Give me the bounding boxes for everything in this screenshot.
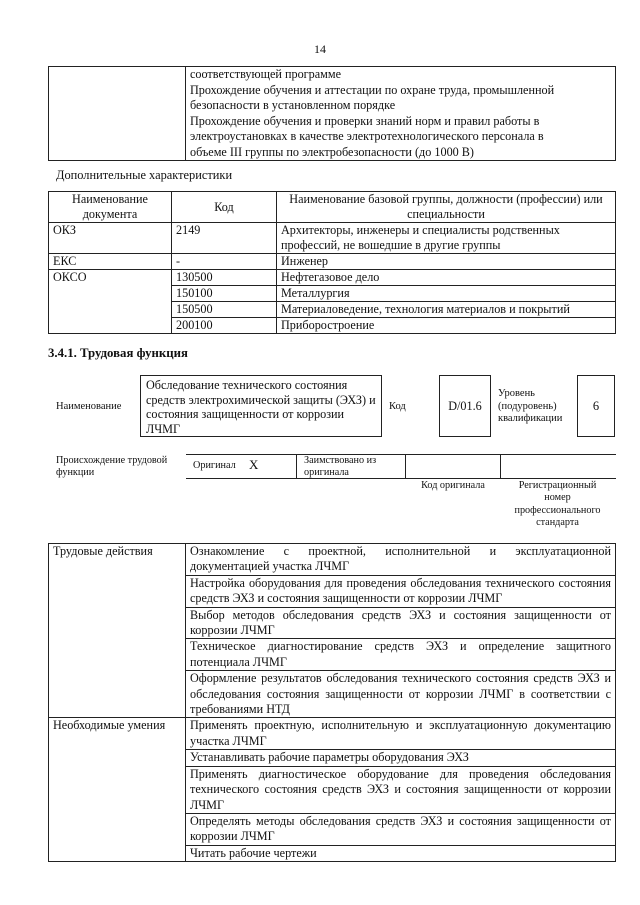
row-doc: ОКСО bbox=[49, 270, 172, 334]
row-name: Металлургия bbox=[277, 286, 616, 302]
header-name: Наименование базовой группы, должности (профессии) или специальности bbox=[277, 192, 616, 223]
row-code: 2149 bbox=[172, 223, 277, 254]
divider bbox=[296, 454, 297, 478]
divider bbox=[405, 454, 406, 478]
actions-label: Трудовые действия bbox=[49, 544, 186, 718]
level-label: Уровень (подуровень) квалификации bbox=[498, 388, 563, 424]
req-line: объеме III группы по электробезопасности (до 1000 В) bbox=[190, 144, 474, 159]
header-doc: Наименование документа bbox=[49, 192, 172, 223]
code-box: D/01.6 bbox=[439, 375, 491, 437]
action-item: Техническое диагностирование средств ЭХЗ и определение защитного потенциала ЛЧМГ bbox=[186, 639, 616, 671]
additional-table bbox=[48, 191, 616, 334]
req-line: электроустановках в качестве электротехнологического персонала в bbox=[190, 129, 544, 143]
section-title: 3.4.1. Трудовая функция bbox=[48, 346, 188, 360]
code-original-label: Код оригинала bbox=[421, 480, 485, 491]
row-name: Инженер bbox=[277, 254, 616, 270]
action-item: Оформление результатов обследования технического состояния средств ЭХЗ и обследования состояния защищенности от коррозии ЛЧМГ в соответствии с требованиями НТД bbox=[186, 671, 616, 718]
function-details-table bbox=[48, 543, 616, 862]
skill-item: Читать рабочие чертежи bbox=[186, 845, 616, 861]
row-name: Материаловедение, технология материалов и покрытий bbox=[277, 302, 616, 318]
requirements-table bbox=[48, 66, 616, 161]
action-item: Настройка оборудования для проведения обследования технического состояния средств ЭХЗ и состояния защищенности от коррозии ЛЧМГ bbox=[186, 575, 616, 607]
req-line: безопасности в установленном порядке bbox=[190, 98, 396, 112]
divider bbox=[500, 454, 501, 478]
reg-number-label: Регистрационный номер профессионального стандарта bbox=[514, 480, 601, 528]
page-number: 14 bbox=[314, 42, 326, 56]
code-label: Код bbox=[389, 401, 406, 412]
row-code: - bbox=[172, 254, 277, 270]
row-doc: ОКЗ bbox=[49, 223, 172, 254]
requirements-cell bbox=[186, 67, 616, 161]
row-code: 150500 bbox=[172, 302, 277, 318]
req-line: Прохождение обучения и проверки знаний норм и правил работы в bbox=[190, 113, 540, 128]
skill-item: Применять диагностическое оборудование для проведения обследования технического состояния средств ЭХЗ и состояния защищенности от коррозии ЛЧМГ bbox=[186, 766, 616, 813]
original-mark: X bbox=[249, 457, 259, 472]
level-box: 6 bbox=[577, 375, 615, 437]
function-name-box: Обследование технического состояния средств электрохимической защиты (ЭХЗ) и состояния защищенности от коррозии ЛЧМГ bbox=[140, 375, 382, 437]
row-name: Нефтегазовое дело bbox=[277, 270, 616, 286]
row-code: 130500 bbox=[172, 270, 277, 286]
borrowed-label: Заимствовано из оригинала bbox=[304, 455, 377, 478]
row-code: 150100 bbox=[172, 286, 277, 302]
additional-caption: Дополнительные характеристики bbox=[56, 168, 233, 182]
row-name: Приборостроение bbox=[277, 318, 616, 334]
row-code: 200100 bbox=[172, 318, 277, 334]
empty-label-cell bbox=[49, 67, 186, 161]
header-code: Код bbox=[172, 192, 277, 223]
req-line: соответствующей программе bbox=[190, 67, 342, 81]
skill-item: Устанавливать рабочие параметры оборудования ЭХЗ bbox=[186, 750, 616, 766]
action-item: Выбор методов обследования средств ЭХЗ и состояния защищенности от коррозии ЛЧМГ bbox=[186, 607, 616, 639]
skill-item: Применять проектную, исполнительную и эксплуатационную документацию участка ЛЧМГ bbox=[186, 718, 616, 750]
original-label: Оригинал bbox=[193, 460, 236, 471]
name-label: Наименование bbox=[56, 401, 122, 412]
req-line: Прохождение обучения и аттестации по охране труда, промышленной bbox=[190, 82, 555, 97]
skill-item: Определять методы обследования средств ЭХЗ и состояния защищенности от коррозии ЛЧМГ bbox=[186, 813, 616, 845]
row-doc: ЕКС bbox=[49, 254, 172, 270]
skills-label: Необходимые умения bbox=[49, 718, 186, 862]
origin-label: Происхождение трудовой функции bbox=[56, 455, 168, 478]
action-item: Ознакомление с проектной, исполнительной и эксплуатационной документацией участка ЛЧМГ bbox=[186, 544, 616, 576]
row-name: Архитекторы, инженеры и специалисты родственных профессий, не вошедшие в другие группы bbox=[277, 223, 616, 254]
